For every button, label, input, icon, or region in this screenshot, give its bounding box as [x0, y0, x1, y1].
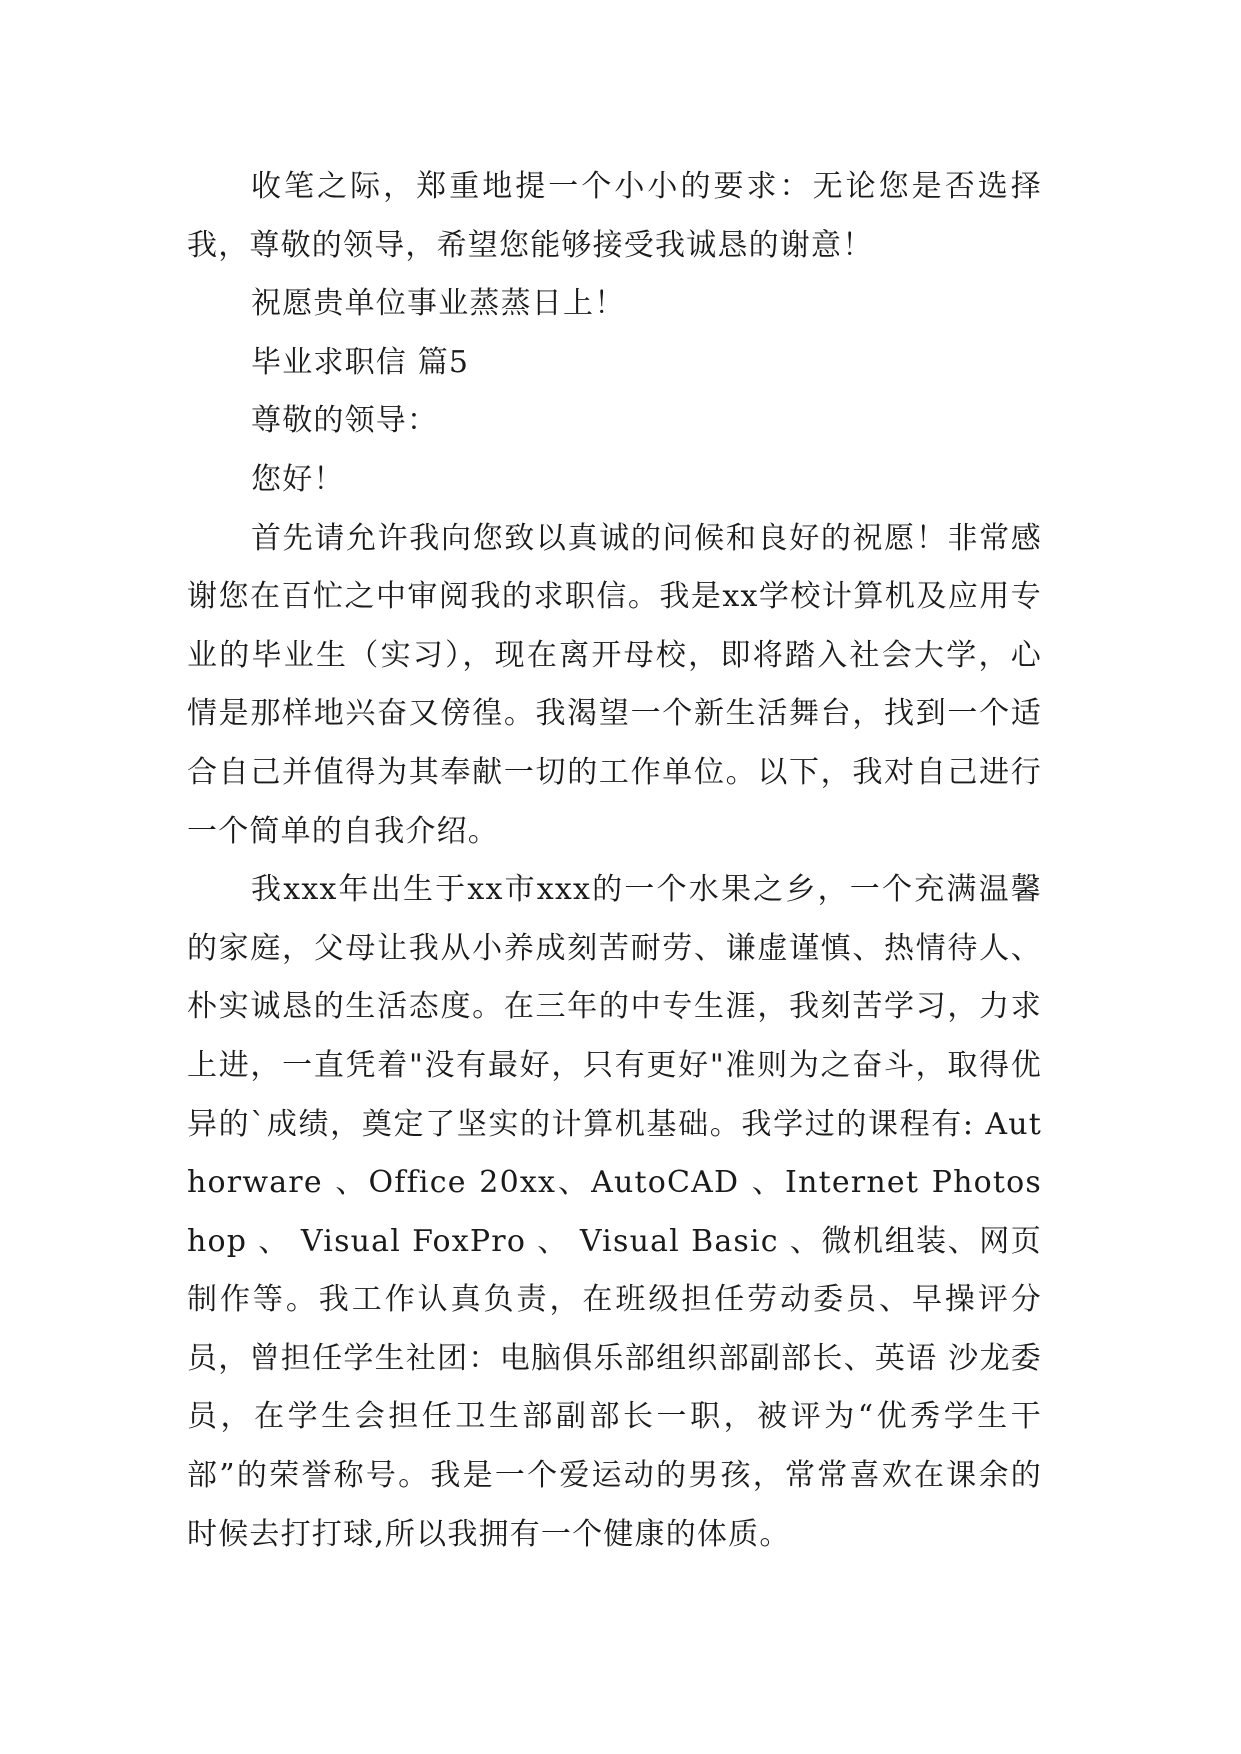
intro-paragraph: 首先请允许我向您致以真诚的问候和良好的祝愿！非常感谢您在百忙之中审阅我的求职信。我是xx学校计算机及应用专业的毕业生（实习），现在离开母校，即将踏入社会大学，心情是那样地兴奋又傍徨。我渴望一个新生活舞台，找到一个适合自己并值得为其奉献一切的工作单位。以下，我对自己进行一个简单的自我介绍。	[187, 520, 1042, 849]
section-heading: 毕业求职信 篇5	[251, 344, 470, 380]
greeting: 您好！	[251, 461, 345, 497]
closing-paragraph: 收笔之际，郑重地提一个小小的要求：无论您是否选择我，尊敬的领导，希望您能够接受我诚恳的谢意！	[187, 169, 1042, 263]
background-paragraph: 我xxx年出生于xx市xxx的一个水果之乡，一个充满温馨的家庭，父母让我从小养成刻苦耐劳、谦虚谨慎、热情待人、朴实诚恳的生活态度。在三年的中专生涯，我刻苦学习，力求上进，一直凭着"没有最好，只有更好"准则为之奋斗，取得优异的`成绩，奠定了坚实的计算机基础。我学过的课程有: Authorware 、Office 20xx、AutoCAD 、Internet Photoshop 、 Visual FoxPro 、 Visual Basic 、微机组装、网页制作等。我工作认真负责，在班级担任劳动委员、早操评分员，曾担任学生社团：电脑俱乐部组织部副部长、英语 沙龙委员，在学生会担任卫生部副部长一职，被评为“优秀学生干部”的荣誉称号。我是一个爱运动的男孩，常常喜欢在课余的时候去打打球,所以我拥有一个健康的体质。	[187, 872, 1042, 1552]
salutation: 尊敬的领导：	[251, 403, 439, 439]
blessing-line: 祝愿贵单位事业蒸蒸日上！	[251, 286, 626, 322]
letter-body	[187, 158, 1042, 1564]
